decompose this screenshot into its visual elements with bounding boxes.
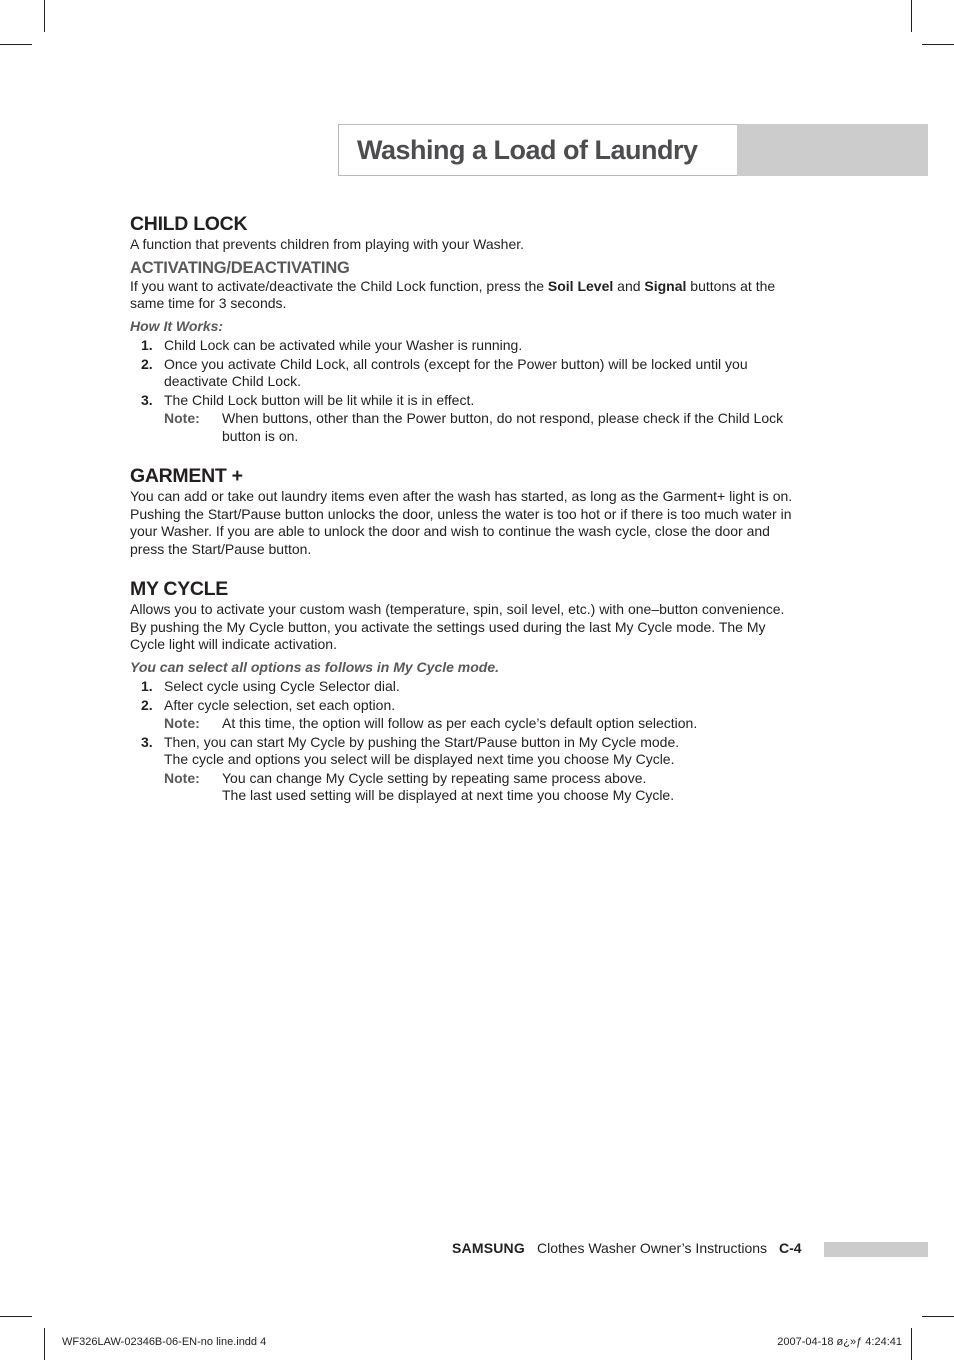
list-item: 2. Once you activate Child Lock, all controls (except for the Power button) will be locked until you deactivate Child Lock. <box>141 355 748 389</box>
step-note: Note: At this time, the option will follow as per each cycle’s default option selection. <box>164 715 698 731</box>
brand-name: SAMSUNG <box>452 1240 525 1256</box>
print-slug-date: 2007-04-18 ø¿»ƒ 4:24:41 <box>777 1336 902 1348</box>
child-lock-steps <box>130 337 800 445</box>
child-lock-heading: CHILD LOCK <box>130 213 248 235</box>
crop-mark <box>44 1328 45 1360</box>
my-cycle-para1: Allows you to activate your custom wash (temperature, spin, soil level, etc.) with one–button convenience. <box>130 601 785 617</box>
footer-accent-bar <box>824 1242 928 1257</box>
crop-mark <box>911 0 912 32</box>
page-footer <box>452 1240 802 1260</box>
garment-heading: GARMENT + <box>130 465 243 487</box>
my-cycle-heading: MY CYCLE <box>130 578 229 600</box>
step-note: Note: You can change My Cycle setting by repeating same process above. The last used setting will be displayed at next time you choose My Cycle. <box>164 769 675 803</box>
list-item: 3. The Child Lock button will be lit while it is in effect. Note: When buttons, other than the Power button, do not respond, please check if the Child Lock button is on. <box>130 392 800 446</box>
list-item: 3. Then, you can start My Cycle by pushing the Start/Pause button in My Cycle mode. The cycle and options you select will be displayed next time you choose My Cycle. Note: You can change My Cycle setting by repeating same process above. The last used setting will be displayed at next time you choose My Cycle. <box>130 734 800 805</box>
child-lock-intro: A function that prevents children from playing with your Washer. <box>130 236 525 252</box>
how-it-works-label: How It Works: <box>130 317 224 334</box>
print-slug-file: WF326LAW-02346B-06-EN-no line.indd 4 <box>62 1336 267 1348</box>
page-title: Washing a Load of Laundry <box>357 135 698 165</box>
garment-section <box>130 464 800 558</box>
document-title: Clothes Washer Owner’s Instructions <box>536 1240 768 1256</box>
page-title-box <box>338 124 737 176</box>
page-number: C-4 <box>779 1240 802 1256</box>
crop-mark <box>0 1316 32 1317</box>
crop-mark <box>44 0 45 32</box>
activating-heading: ACTIVATING/DEACTIVATING <box>130 258 350 277</box>
soil-level-term: Soil Level <box>547 277 614 294</box>
my-cycle-steps <box>130 678 800 805</box>
activate-instructions: If you want to activate/deactivate the Child Lock function, press the Soil Level and Signal buttons at the same time for 3 seconds. <box>130 277 776 311</box>
child-lock-note: Note: When buttons, other than the Power button, do not respond, please check if the Child Lock button is on. <box>164 410 784 444</box>
my-cycle-section <box>130 577 800 805</box>
list-item: 2. After cycle selection, set each option. Note: At this time, the option will follow as per each cycle’s default option selection. <box>130 697 800 733</box>
list-item: 1. Child Lock can be activated while your Washer is running. <box>141 337 523 353</box>
garment-text: You can add or take out laundry items even after the wash has started, as long as the Garment+ light is on. Pushing the Start/Pause button unlocks the door, unless the water is too hot or if there is too much water in your Washer. If you are able to unlock the door and wish to continue the wash cycle, close the door and press the Start/Pause button. <box>130 488 793 557</box>
crop-mark <box>911 1328 912 1360</box>
crop-mark <box>0 44 32 45</box>
list-item: 1. Select cycle using Cycle Selector dial. <box>141 678 400 694</box>
my-cycle-options-label: You can select all options as follows in My Cycle mode. <box>130 658 500 675</box>
child-lock-section <box>130 212 800 445</box>
my-cycle-para2: By pushing the My Cycle button, you activate the settings used during the last My Cycle mode. The My Cycle light will indicate activation. <box>130 618 766 652</box>
crop-mark <box>922 44 954 45</box>
crop-mark <box>922 1316 954 1317</box>
signal-term: Signal <box>644 277 687 294</box>
title-accent-bar <box>737 124 928 176</box>
main-content <box>130 212 800 806</box>
